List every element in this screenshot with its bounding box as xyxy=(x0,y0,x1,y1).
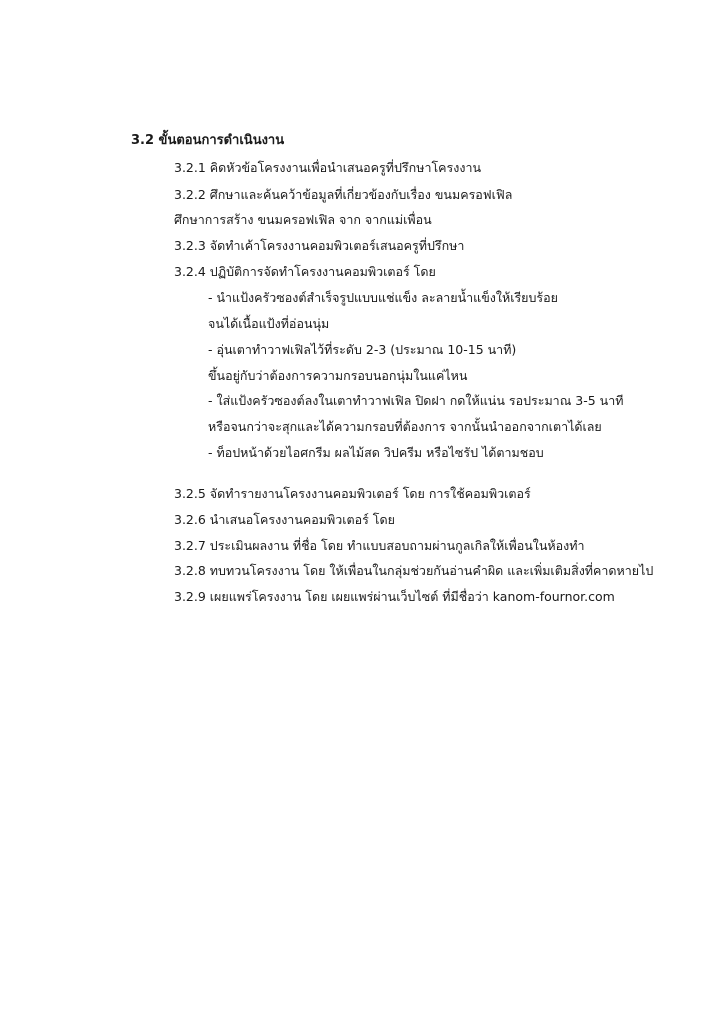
step-3-2-4: 3.2.4 ปฏิบัติการจัดทำโครงงานคอมพิวเตอร์ โดย xyxy=(174,264,436,279)
substep-topping: - ท็อปหน้าด้วยไอศกรีม ผลไม้สด วิปครีม หรือไซรัป ได้ตามชอบ xyxy=(208,445,544,460)
step-3-2-6: 3.2.6 นำเสนอโครงงานคอมพิวเตอร์ โดย xyxy=(174,512,395,527)
step-3-2-2: 3.2.2 ศึกษาและค้นคว้าข้อมูลที่เกี่ยวข้องกับเรื่อง ขนมครอฟเฟิล xyxy=(174,187,513,202)
substep-preheat-continued: ขึ้นอยู่กับว่าต้องการความกรอบนอกนุ่มในแค่ไหน xyxy=(208,368,468,383)
substep-preheat: - อุ่นเตาทำวาฟเฟิลไว้ที่ระดับ 2-3 (ประมาณ 10-15 นาที) xyxy=(208,342,517,357)
step-3-2-2-continued: ศึกษาการสร้าง ขนมครอฟเฟิล จาก จากแม่เพื่อน xyxy=(174,212,432,227)
substep-thaw-dough-continued: จนได้เนื้อแป้งที่อ่อนนุ่ม xyxy=(208,316,330,331)
substep-cook-continued: หรือจนกว่าจะสุกและได้ความกรอบที่ต้องการ จากนั้นนำออกจากเตาได้เลย xyxy=(208,419,602,434)
step-3-2-8: 3.2.8 ทบทวนโครงงาน โดย ให้เพื่อนในกลุ่มช่วยกันอ่านคำผิด และเพิ่มเติมสิ่งที่คาดหายไป xyxy=(174,563,654,578)
step-3-2-7: 3.2.7 ประเมินผลงาน ที่ชื่อ โดย ทำแบบสอบถามผ่านกูลเกิลให้เพื่อนในห้องทำ xyxy=(174,538,585,553)
substep-cook: - ใส่แป้งครัวซองต์ลงในเตาทำวาฟเฟิล ปิดฝา กดให้แน่น รอประมาณ 3-5 นาที xyxy=(208,393,624,408)
substep-thaw-dough: - นำแป้งครัวซองต์สำเร็จรูปแบบแช่แข็ง ละลายน้ำแข็งให้เรียบร้อย xyxy=(208,290,558,305)
section-heading: 3.2 ขั้นตอนการดำเนินงาน xyxy=(131,133,285,148)
step-3-2-1: 3.2.1 คิดหัวข้อโครงงานเพื่อนำเสนอครูที่ปรึกษาโครงงาน xyxy=(174,160,482,175)
step-3-2-9: 3.2.9 เผยแพร่โครงงาน โดย เผยแพร่ผ่านเว็บไซต์ ที่มีชื่อว่า kanom-fournor.com xyxy=(174,589,615,604)
step-3-2-5: 3.2.5 จัดทำรายงานโครงงานคอมพิวเตอร์ โดย การใช้คอมพิวเตอร์ xyxy=(174,486,531,501)
step-3-2-3: 3.2.3 จัดทำเค้าโครงงานคอมพิวเตอร์เสนอครูที่ปรึกษา xyxy=(174,238,465,253)
